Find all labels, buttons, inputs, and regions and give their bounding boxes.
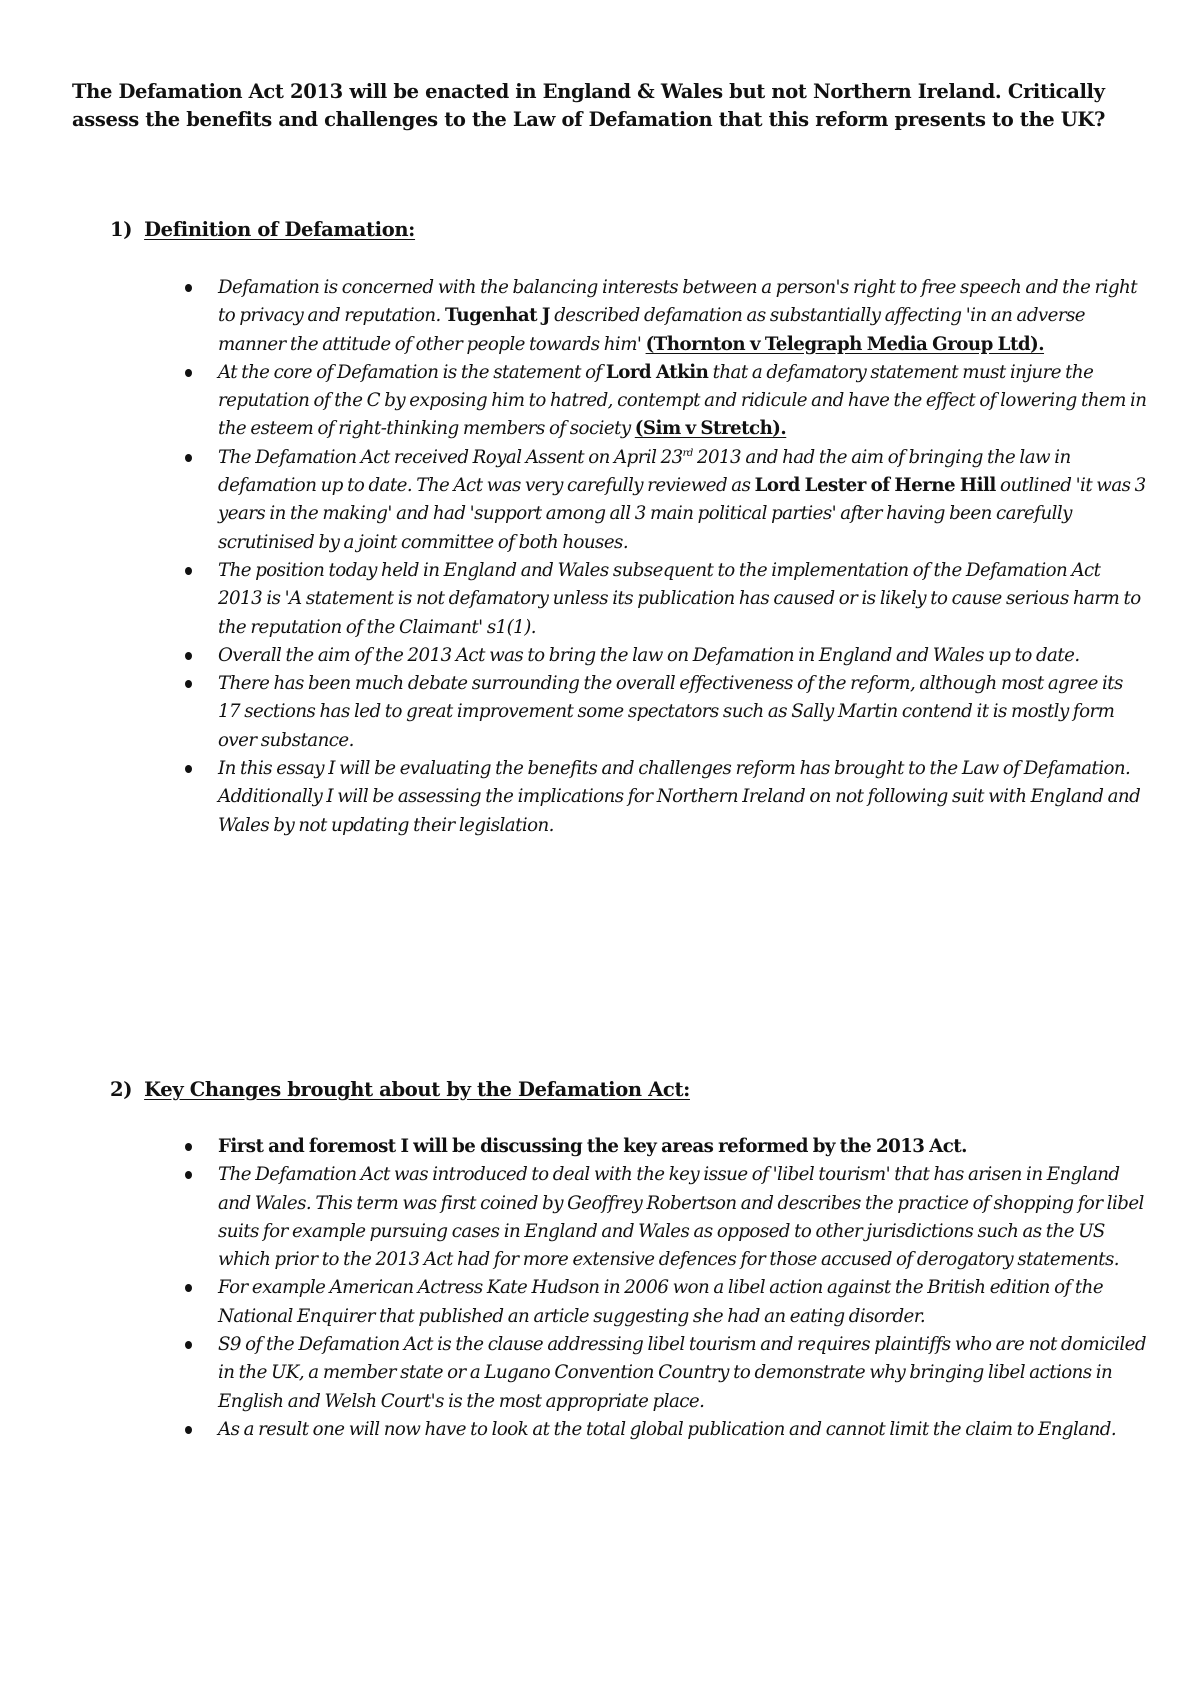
list-item: [218, 359, 1148, 444]
section-heading-definition: [110, 216, 415, 244]
bullet-text: that a defamatory statement must injure the reputation of the C by exposing him to hatred, contempt and ridicule and have the effect of lowering them in the esteem of right-thinking members of society: [218, 361, 1147, 440]
section-heading-key-changes: [110, 1076, 690, 1104]
section-title: Definition of Defamation:: [144, 218, 416, 241]
essay-title: The Defamation Act 2013 will be enacted in England & Wales but not Northern Ireland. Critically assess the benefits and challenges to the Law of Defamation that this reform presents to the UK?: [72, 80, 1106, 131]
bullet-text: The Defamation Act received Royal Assent on April 23: [218, 446, 683, 468]
ordinal-suffix: rd: [682, 447, 693, 459]
judge-name: Lord Atkin: [605, 361, 709, 383]
key-changes-bullet-list: [218, 1133, 1148, 1444]
section-number: 2): [110, 1078, 133, 1101]
judge-name: Tugenhat J: [445, 305, 550, 327]
list-item: In this essay I will be evaluating the benefits and challenges reform has brought to the Law of Defamation. Additionally I will be assessing the implications for Northern Ireland on not following suit with England and Wales by not updating their legislation.: [218, 755, 1148, 840]
section-number: 1): [110, 218, 133, 241]
list-item: S9 of the Defamation Act is the clause addressing libel tourism and requires plaintiffs who are not domiciled in the UK, a member state or a Lugano Convention Country to demonstrate why bringing libel actions in English and Welsh Court's is the most appropriate place.: [218, 1331, 1148, 1416]
list-item: The Defamation Act was introduced to deal with the key issue of 'libel tourism' that has arisen in England and Wales. This term was first coined by Geoffrey Robertson and describes the practice of shopping for libel suits for example pursuing cases in England and Wales as opposed to other jurisdictions such as the US which prior to the 2013 Act had for more extensive defences for those accused of derogatory statements.: [218, 1161, 1148, 1274]
bullet-text: At the core of Defamation is the statement of: [218, 361, 606, 383]
list-item: The position today held in England and Wales subsequent to the implementation of the Defamation Act 2013 is 'A statement is not defamatory unless its publication has caused or is likely to cause serious harm to the reputation of the Claimant' s1(1).: [218, 557, 1148, 642]
section-title: Key Changes brought about by the Defamation Act:: [144, 1078, 690, 1101]
bullet-text: described defamation as substantially affecting 'in an adverse manner the attitude of other people towards him': [218, 305, 1085, 355]
list-item: There has been much debate surrounding the overall effectiveness of the reform, although most agree its 17 sections has led to great improvement some spectators such as Sally Martin contend it is mostly form over substance.: [218, 670, 1148, 755]
list-item: Overall the aim of the 2013 Act was to bring the law on Defamation in England and Wales up to date.: [218, 642, 1148, 670]
list-item: First and foremost I will be discussing the key areas reformed by the 2013 Act.: [218, 1133, 1148, 1161]
list-item: As a result one will now have to look at the total global publication and cannot limit the claim to England.: [218, 1416, 1148, 1444]
list-item: For example American Actress Kate Hudson in 2006 won a libel action against the British edition of the National Enquirer that published an article suggesting she had an eating disorder.: [218, 1274, 1148, 1331]
bullet-text: outlined 'it was 3 years in the making' and had 'support among all 3 main political parties' after having been carefully scrutinised by a joint committee of both houses.: [218, 475, 1146, 553]
bullet-text: Defamation is concerned with the balancing interests between a person's right to free speech and the right to privacy and reputation.: [218, 277, 1137, 327]
case-citation: (Thornton v Telegraph Media Group Ltd).: [645, 333, 1045, 355]
person-name: Lord Lester of Herne Hill: [754, 475, 996, 497]
definition-bullet-list: [218, 274, 1148, 840]
list-item: [218, 444, 1148, 557]
bullet-text: 2013 and had the aim of bringing the law in defamation up to date. The Act was very carefully reviewed as: [218, 446, 1071, 497]
case-citation: (Sim v Stretch).: [634, 418, 787, 440]
list-item: [218, 274, 1148, 359]
